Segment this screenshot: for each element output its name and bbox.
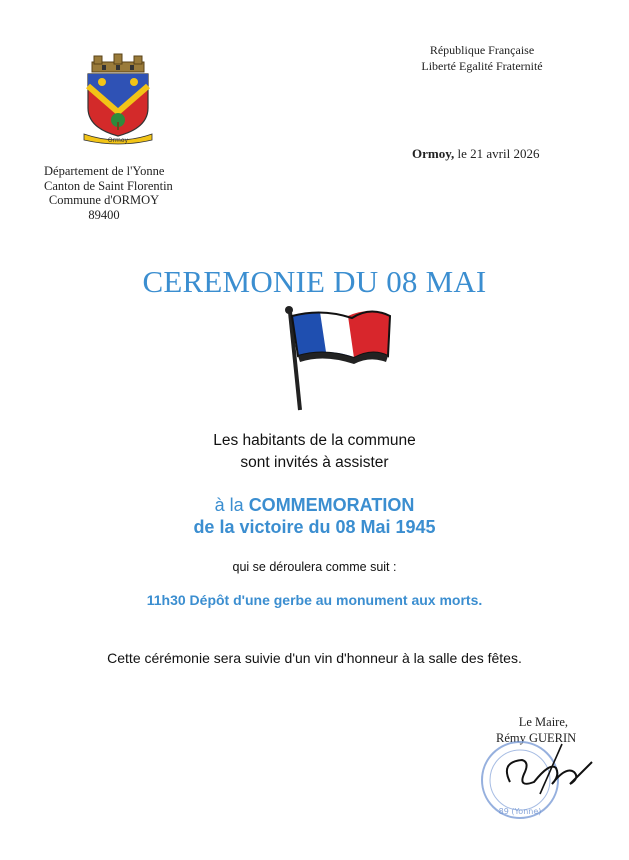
official-stamp-icon xyxy=(470,722,600,822)
date-place: Ormoy, xyxy=(412,146,455,161)
svg-text:Ormoy: Ormoy xyxy=(107,137,129,144)
page-title: CEREMONIE DU 08 MAI xyxy=(142,264,487,299)
commune-line: Commune d'ORMOY xyxy=(48,193,160,207)
commemo-word: COMMEMORATION xyxy=(248,495,415,515)
invite-line-1: Les habitants de la commune xyxy=(213,432,416,449)
department-block xyxy=(44,164,173,222)
commemo-line-2: de la victoire du 08 Mai 1945 xyxy=(193,517,436,537)
commemoration-heading xyxy=(0,494,629,538)
stamp-text: 89 (Yonne) xyxy=(498,807,542,816)
coat-of-arms-icon xyxy=(78,52,158,146)
invite-line-2: sont invités à assister xyxy=(240,454,389,471)
french-flag-icon xyxy=(262,300,394,412)
date-text: le 21 avril 2026 xyxy=(457,146,540,161)
commemo-prefix: à la xyxy=(214,495,249,515)
reception-note: Cette cérémonie sera suivie d'un vin d'honneur à la salle des fêtes. xyxy=(107,650,522,666)
department-line: Département de l'Yonne xyxy=(44,164,165,178)
schedule-intro: qui se déroulera comme suit : xyxy=(232,560,397,574)
republic-header xyxy=(392,42,572,74)
schedule-item: 11h30 Dépôt d'une gerbe au monument aux morts. xyxy=(146,592,483,608)
mayor-title: Le Maire, xyxy=(518,715,568,729)
date-line xyxy=(412,146,539,162)
postal-code: 89400 xyxy=(88,207,120,222)
invitation-text xyxy=(0,430,629,474)
republic-title: République Française xyxy=(429,43,535,57)
republic-motto: Liberté Egalité Fraternité xyxy=(421,59,543,73)
canton-line: Canton de Saint Florentin xyxy=(44,178,173,193)
mayor-name: Rémy GUERIN xyxy=(496,731,577,745)
